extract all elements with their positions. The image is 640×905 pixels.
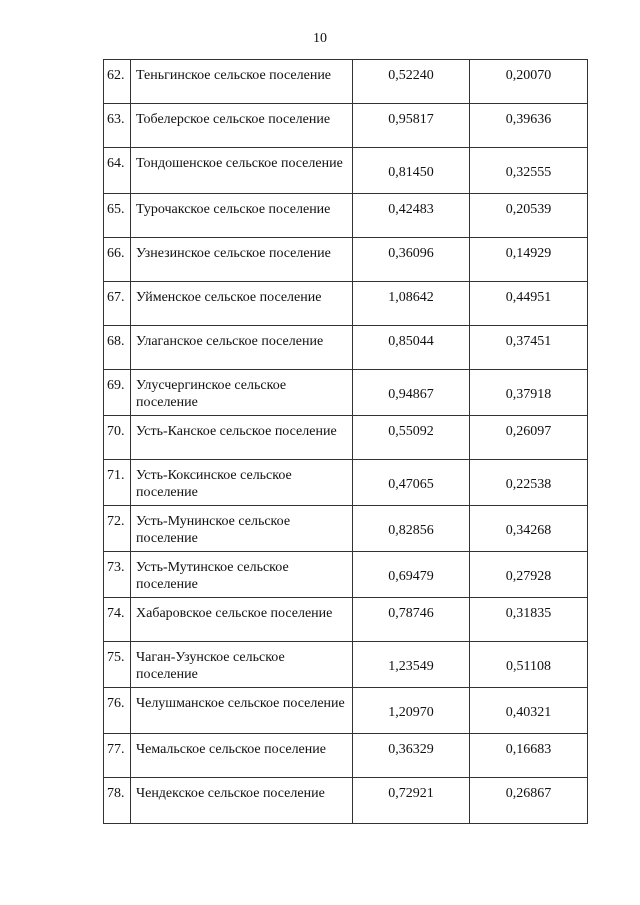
value-2: 0,37918 [470, 370, 588, 416]
value-2: 0,32555 [470, 148, 588, 194]
value-2: 0,16683 [470, 734, 588, 778]
settlement-name: Тондошенское сельское поселение [131, 148, 353, 194]
value-1: 0,47065 [353, 460, 470, 506]
row-number: 78. [104, 778, 131, 824]
settlement-name: Улаганское сельское поселение [131, 326, 353, 370]
value-1: 0,36329 [353, 734, 470, 778]
settlement-name: Усть-Мунинское сельское поселение [131, 506, 353, 552]
value-1: 0,42483 [353, 194, 470, 238]
value-2: 0,27928 [470, 552, 588, 598]
row-number: 70. [104, 416, 131, 460]
table-row [104, 194, 588, 238]
row-number: 62. [104, 60, 131, 104]
table-row [104, 326, 588, 370]
settlements-table-body [104, 60, 588, 824]
row-number: 71. [104, 460, 131, 506]
value-2: 0,39636 [470, 104, 588, 148]
value-2: 0,20070 [470, 60, 588, 104]
settlement-name: Чаган-Узунское сельское поселение [131, 642, 353, 688]
row-number: 74. [104, 598, 131, 642]
value-1: 0,36096 [353, 238, 470, 282]
value-2: 0,31835 [470, 598, 588, 642]
row-number: 75. [104, 642, 131, 688]
value-2: 0,22538 [470, 460, 588, 506]
settlements-table [103, 59, 588, 824]
settlement-name: Усть-Коксинское сельское поселение [131, 460, 353, 506]
page-number: 10 [313, 31, 327, 46]
value-1: 0,52240 [353, 60, 470, 104]
settlement-name: Чемальское сельское поселение [131, 734, 353, 778]
value-1: 1,08642 [353, 282, 470, 326]
table-row [104, 460, 588, 506]
table-row [104, 282, 588, 326]
settlement-name: Хабаровское сельское поселение [131, 598, 353, 642]
value-1: 0,72921 [353, 778, 470, 824]
value-1: 1,23549 [353, 642, 470, 688]
value-1: 0,78746 [353, 598, 470, 642]
table-row [104, 506, 588, 552]
row-number: 68. [104, 326, 131, 370]
settlement-name: Уйменское сельское поселение [131, 282, 353, 326]
row-number: 69. [104, 370, 131, 416]
row-number: 65. [104, 194, 131, 238]
settlement-name: Усть-Мутинское сельское поселение [131, 552, 353, 598]
settlement-name: Тобелерское сельское поселение [131, 104, 353, 148]
value-2: 0,26867 [470, 778, 588, 824]
row-number: 72. [104, 506, 131, 552]
row-number: 64. [104, 148, 131, 194]
value-2: 0,14929 [470, 238, 588, 282]
table-row [104, 598, 588, 642]
value-2: 0,51108 [470, 642, 588, 688]
settlement-name: Чендекское сельское поселение [131, 778, 353, 824]
settlement-name: Челушманское сельское поселение [131, 688, 353, 734]
value-2: 0,37451 [470, 326, 588, 370]
value-1: 0,55092 [353, 416, 470, 460]
settlement-name: Узнезинское сельское поселение [131, 238, 353, 282]
table-row [104, 238, 588, 282]
value-1: 0,69479 [353, 552, 470, 598]
table-row [104, 642, 588, 688]
table-row [104, 416, 588, 460]
value-1: 0,82856 [353, 506, 470, 552]
value-1: 0,85044 [353, 326, 470, 370]
row-number: 77. [104, 734, 131, 778]
value-2: 0,40321 [470, 688, 588, 734]
settlement-name: Усть-Канское сельское поселение [131, 416, 353, 460]
value-1: 0,81450 [353, 148, 470, 194]
settlement-name: Улусчергинское сельское поселение [131, 370, 353, 416]
table-row [104, 104, 588, 148]
table-row [104, 148, 588, 194]
row-number: 66. [104, 238, 131, 282]
value-2: 0,34268 [470, 506, 588, 552]
row-number: 76. [104, 688, 131, 734]
row-number: 73. [104, 552, 131, 598]
row-number: 63. [104, 104, 131, 148]
value-1: 1,20970 [353, 688, 470, 734]
table-row [104, 778, 588, 824]
settlement-name: Теньгинское сельское поселение [131, 60, 353, 104]
row-number: 67. [104, 282, 131, 326]
value-2: 0,26097 [470, 416, 588, 460]
table-row [104, 552, 588, 598]
value-1: 0,94867 [353, 370, 470, 416]
table-row [104, 370, 588, 416]
table-row [104, 734, 588, 778]
settlement-name: Турочакское сельское поселение [131, 194, 353, 238]
table-row [104, 60, 588, 104]
value-1: 0,95817 [353, 104, 470, 148]
value-2: 0,44951 [470, 282, 588, 326]
value-2: 0,20539 [470, 194, 588, 238]
table-row [104, 688, 588, 734]
